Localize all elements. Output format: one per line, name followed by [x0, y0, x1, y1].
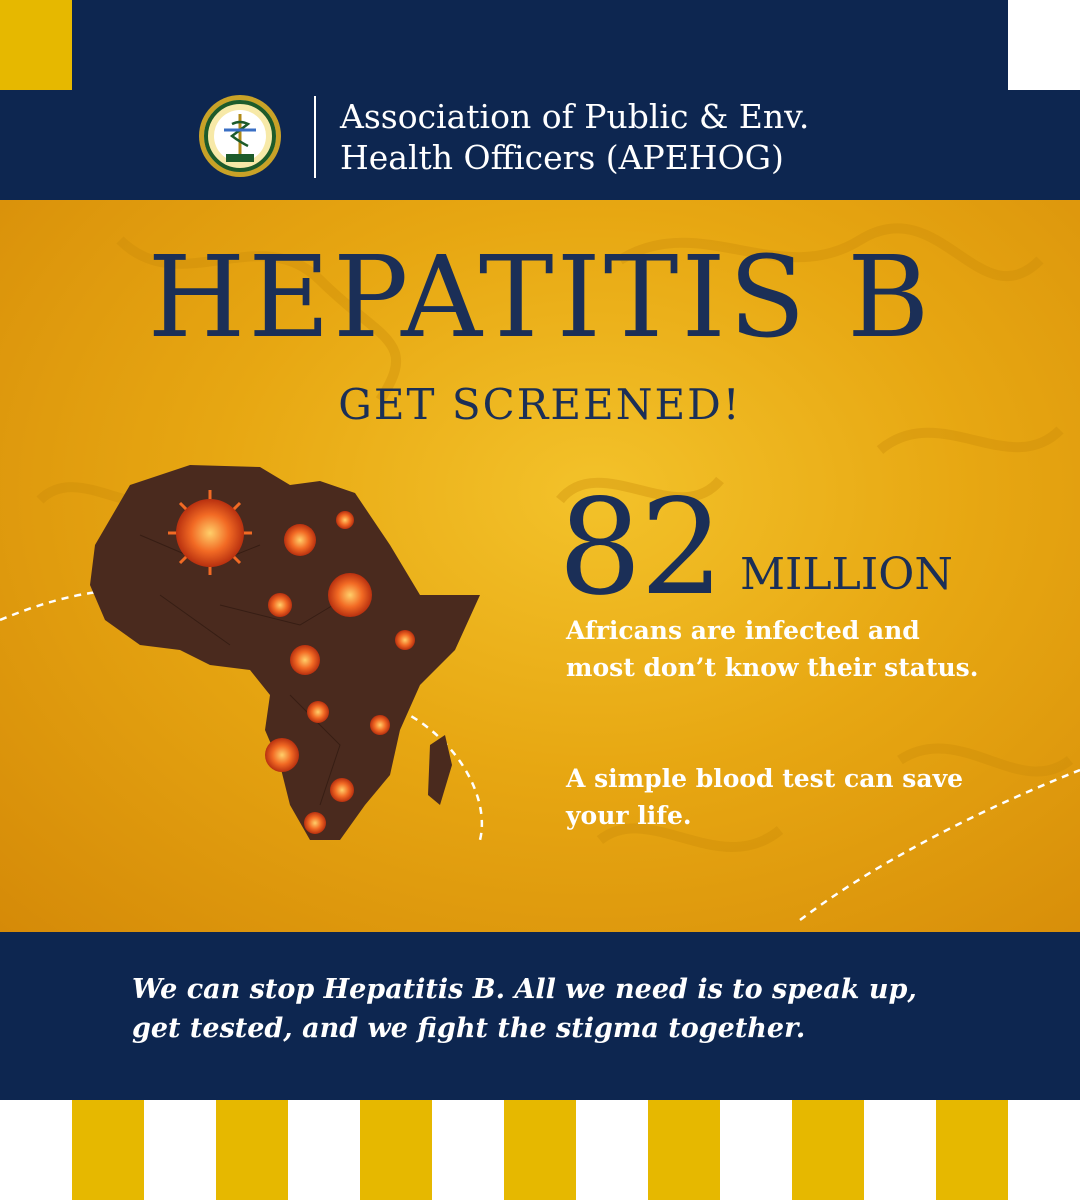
corner-accent-white [1008, 0, 1080, 90]
org-name-line2: Health Officers (APEHOG) [340, 138, 784, 177]
stripe [0, 1100, 72, 1200]
virus-icon [330, 778, 354, 802]
closing-message-line1: We can stop Hepatitis B. All we need is to speak up, [132, 974, 917, 1005]
org-name-line1: Association of Public & Env. [340, 97, 810, 136]
stat-unit: MILLION [740, 549, 953, 600]
apehog-seal-icon [198, 94, 282, 178]
closing-message-line2: get tested, and we fight the stigma together. [132, 1013, 806, 1044]
corner-accent-gold [0, 0, 72, 90]
stripe [72, 1100, 144, 1200]
virus-icon [268, 593, 292, 617]
stripe [504, 1100, 576, 1200]
virus-icon [265, 738, 299, 772]
virus-icon [370, 715, 390, 735]
stripe [216, 1100, 288, 1200]
header [0, 92, 1080, 182]
stripe [432, 1100, 504, 1200]
stripe [720, 1100, 792, 1200]
stripe [144, 1100, 216, 1200]
virus-icon [328, 573, 372, 617]
virus-icon [304, 812, 326, 834]
virus-icon [290, 645, 320, 675]
stat-description: Africans are infected and most don’t know their status. [566, 616, 979, 682]
virus-icon [284, 524, 316, 556]
stripe [936, 1100, 1008, 1200]
page-title: HEPATITIS B [147, 233, 933, 363]
virus-icon [336, 511, 354, 529]
page-subtitle: GET SCREENED! [338, 380, 742, 429]
striped-border [0, 1100, 1080, 1200]
africa-map-icon [60, 445, 490, 875]
stat-number: 82 [558, 471, 722, 625]
stripe [792, 1100, 864, 1200]
closing-message [132, 970, 1032, 1048]
stripe [1008, 1100, 1080, 1200]
stripe [288, 1100, 360, 1200]
virus-icon [395, 630, 415, 650]
stripe [576, 1100, 648, 1200]
stripe [360, 1100, 432, 1200]
virus-icon [307, 701, 329, 723]
stat-call-to-action: A simple blood test can save your life. [566, 764, 964, 830]
header-divider [314, 96, 316, 178]
stripe [648, 1100, 720, 1200]
virus-icon [168, 490, 252, 575]
organization-name [340, 96, 809, 178]
stripe [864, 1100, 936, 1200]
